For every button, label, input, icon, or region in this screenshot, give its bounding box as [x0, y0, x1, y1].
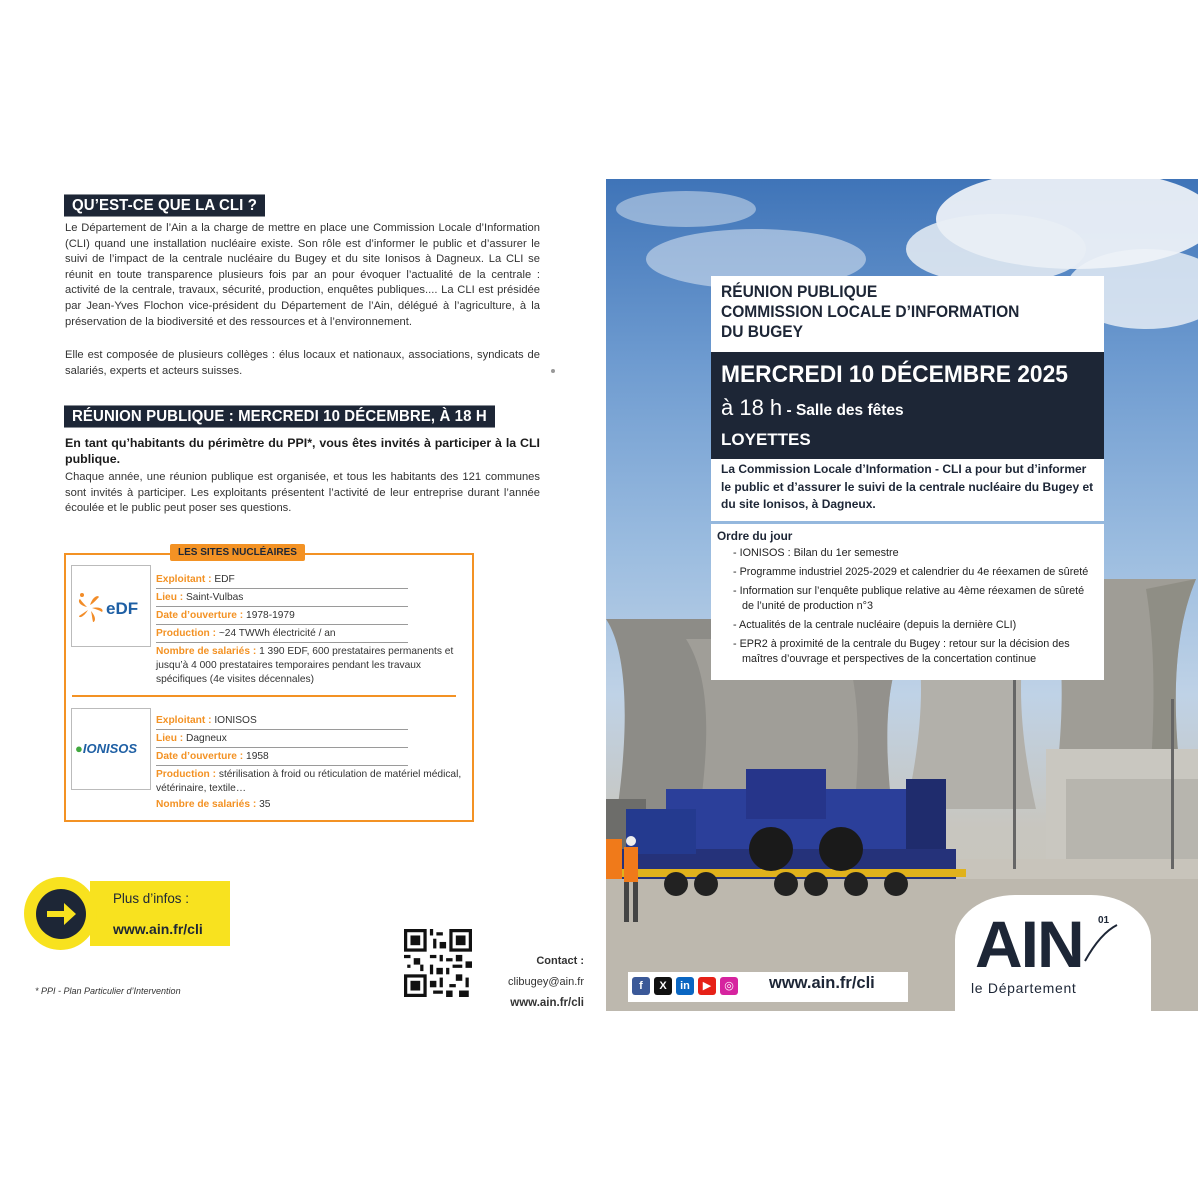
ionisos-salaries: Nombre de salariés : 35	[156, 799, 271, 810]
ain-departement-logo	[955, 895, 1151, 1011]
agenda-item: - Programme industriel 2025-2029 et calendrier du 4e réexamen de sûreté	[733, 566, 1089, 578]
meeting-town: LOYETTES	[721, 430, 811, 449]
social-url[interactable]: www.ain.fr/cli	[769, 974, 875, 992]
x-icon[interactable]: X	[654, 977, 672, 995]
ain-logo-text: AIN	[975, 907, 1083, 981]
contact-url[interactable]: www.ain.fr/cli	[510, 997, 584, 1009]
meeting-date-card	[711, 352, 1104, 459]
section-heading-cli: QU’EST-CE QUE LA CLI ?	[64, 194, 265, 216]
edf-salaries: Nombre de salariés : 1 390 EDF, 600 prestataires permanents et jusqu’à 4 000 prestataires temporaires pendant les travaux spécifiques (4e visites décennales)	[156, 646, 454, 685]
ain-swoosh-icon	[1083, 923, 1119, 963]
meeting-venue: - Salle des fêtes	[782, 402, 904, 419]
meeting-lead: En tant qu’habitants du périmètre du PPI*, vous êtes invités à participer à la CLI publique.	[65, 436, 540, 466]
cli-description: Le Département de l’Ain a la charge de mettre en place une Commission Locale d’Information (CLI) quand une installation nucléaire existe. Son rôle est d’informer le public et d’assurer le suivi de l’impact de la centrale nucléaire du Bugey et du site Ionisos à Dagneux. La CLI se réunit en toute transparence plusieurs fois par an pour évoquer l’actualité de la centrale : activité de la centrale, travaux, sécurité, production, enquêtes publiques.... La CLI est présidée par Jean-Yves Flochon vice-président du Département de l’Ain, délégué à l’agriculture, à la préservation de la biodiversité et des ressources et à l’environnement.	[65, 222, 540, 328]
ionisos-dot-icon: ●	[75, 741, 83, 756]
fold-mark	[551, 369, 555, 373]
ionisos-lieu: Lieu : Dagneux	[156, 732, 408, 748]
ionisos-logo-text: IONISOS	[82, 741, 138, 756]
ain-logo-number: 01	[1098, 915, 1110, 926]
edf-exploitant: Exploitant : EDF	[156, 573, 408, 589]
contact-email[interactable]: clibugey@ain.fr	[508, 976, 584, 988]
facebook-icon[interactable]: f	[632, 977, 650, 995]
section-heading-meeting: RÉUNION PUBLIQUE : MERCREDI 10 DÉCEMBRE, À 18 H	[64, 405, 495, 427]
more-info-link[interactable]: www.ain.fr/cli	[113, 921, 203, 937]
ionisos-exploitant: Exploitant : IONISOS	[156, 714, 408, 730]
ionisos-logo	[71, 708, 151, 790]
ain-logo-subtitle: le Département	[971, 980, 1077, 996]
agenda-item: - IONISOS : Bilan du 1er semestre	[733, 547, 899, 559]
agenda-item: - EPR2 à proximité de la centrale du Bugey : retour sur la décision des maîtres d’ouvrage et perspectives de la concertation continue	[733, 638, 1070, 665]
cli-composition: Elle est composée de plusieurs collèges : élus locaux et nationaux, associations, syndicats de salariés, experts et acteurs suisses.	[65, 349, 540, 377]
sites-title: LES SITES NUCLÉAIRES	[170, 544, 305, 561]
edf-flower-icon	[78, 588, 148, 628]
title-line-2: COMMISSION LOCALE D’INFORMATION	[721, 303, 1020, 321]
social-bar	[628, 972, 908, 1002]
title-line-3: DU BUGEY	[721, 323, 804, 341]
cli-purpose: La Commission Locale d’Information - CLI a pour but d’informer le public et d’assurer le suivi de la centrale nucléaire du Bugey et du site Ionisos, à Dagneux.	[711, 459, 1104, 521]
meeting-description: Chaque année, une réunion publique est organisée, et tous les habitants des 121 communes sont invités à participer. Les exploitants présentent l’activité de leur entreprise durant l’année écoulée et le public peut poser ses questions.	[65, 471, 540, 515]
youtube-icon[interactable]: ▶	[698, 977, 716, 995]
footnote: * PPI - Plan Particulier d’Intervention	[35, 986, 181, 996]
title-line-1: RÉUNION PUBLIQUE	[721, 283, 878, 301]
edf-logo-text: eDF	[106, 599, 139, 618]
agenda-item: - Information sur l’enquête publique relative au 4ème réexamen de sûreté de l’unité de production n°3	[733, 585, 1085, 612]
arrow-right-icon	[36, 889, 86, 939]
meeting-time-line	[721, 394, 1094, 425]
edf-lieu: Lieu : Saint-Vulbas	[156, 591, 408, 607]
more-info-banner[interactable]	[24, 877, 230, 950]
edf-date: Date d’ouverture : 1978-1979	[156, 609, 408, 625]
ionisos-production: Production : stérilisation à froid ou réticulation de matériel médical, vétérinaire, textile…	[156, 769, 462, 794]
agenda-card	[711, 524, 1104, 680]
more-info-label: Plus d’infos :	[113, 891, 189, 906]
instagram-icon[interactable]: ◎	[720, 977, 738, 995]
qr-code-icon[interactable]	[404, 929, 472, 997]
agenda-item: - Actualités de la centrale nucléaire (depuis la dernière CLI)	[733, 619, 1017, 631]
meeting-title-card	[711, 276, 1104, 352]
agenda-title: Ordre du jour	[717, 529, 793, 543]
meeting-date: MERCREDI 10 DÉCEMBRE 2025	[721, 361, 1068, 388]
edf-logo	[71, 565, 151, 647]
contact-block	[508, 951, 584, 1014]
ionisos-date: Date d’ouverture : 1958	[156, 750, 408, 766]
linkedin-icon[interactable]: in	[676, 977, 694, 995]
contact-title: Contact :	[536, 955, 584, 967]
sites-separator	[72, 695, 456, 697]
edf-production: Production : ~24 TWWh électricité / an	[156, 627, 408, 643]
meeting-time: à 18 h	[721, 395, 783, 420]
